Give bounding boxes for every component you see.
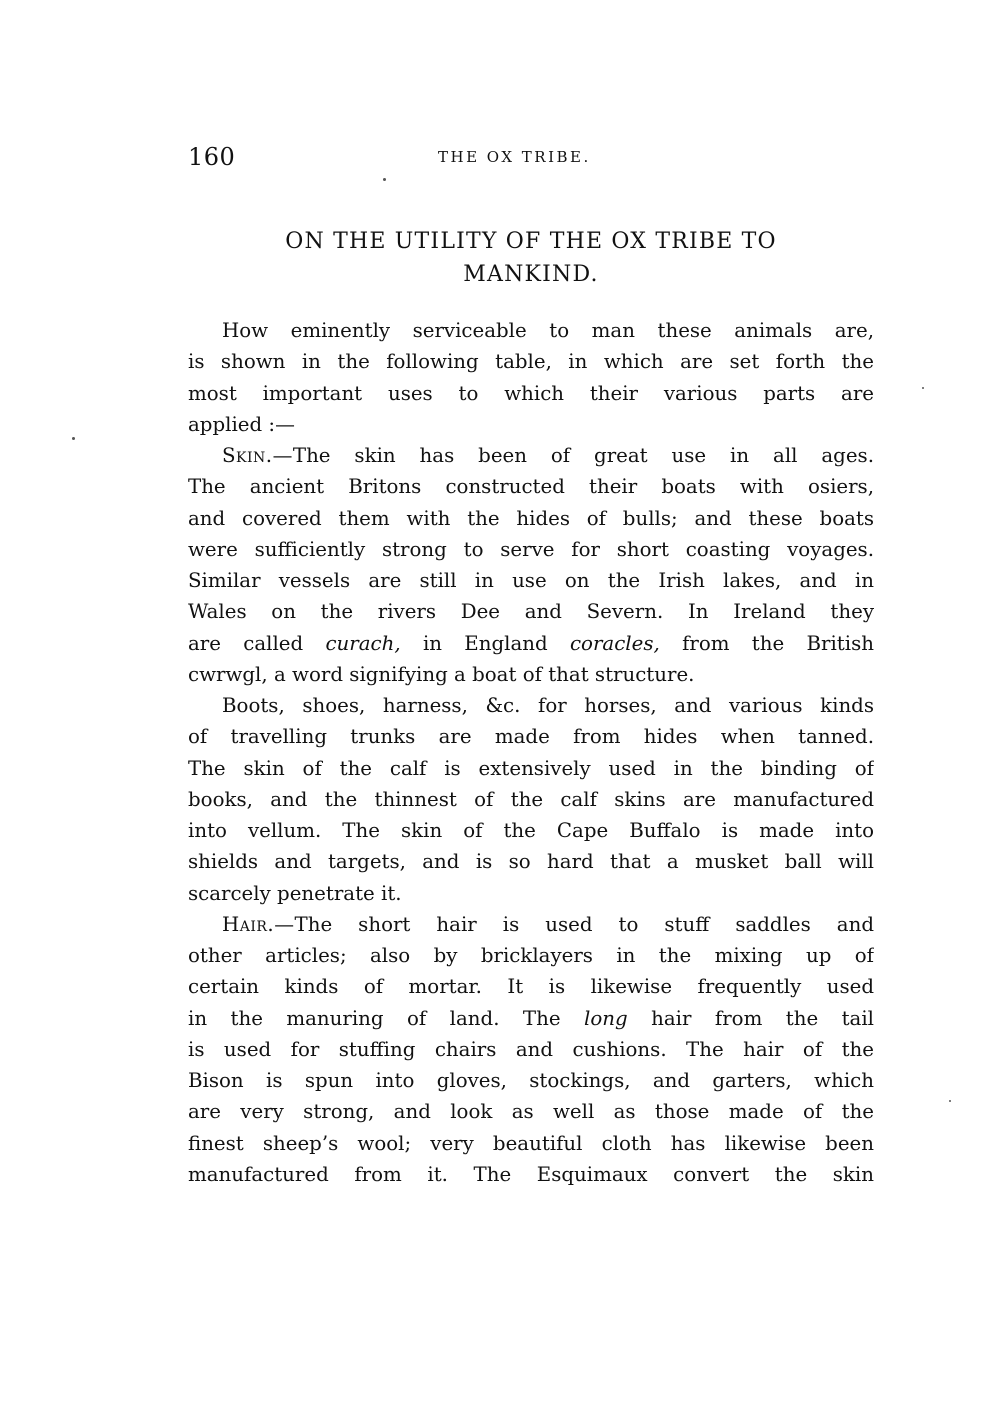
text-line: applied :—	[188, 412, 295, 436]
scan-speck	[72, 437, 75, 440]
text-line: finest sheep’s wool; very beautiful cloth has likewise been	[188, 1131, 874, 1155]
text-line: scarcely penetrate it.	[188, 881, 402, 905]
body-text	[188, 315, 874, 1190]
chapter-title-line-2: MANKIND.	[463, 262, 599, 287]
page-number: 160	[188, 143, 236, 171]
chapter-title-line-1: ON THE UTILITY OF THE OX TRIBE TO	[285, 229, 777, 254]
text-line	[188, 628, 874, 659]
running-head: THE OX TRIBE.	[438, 148, 591, 166]
scan-speck	[922, 387, 924, 389]
text-line: manufactured from it. The Esquimaux convert the skin	[188, 1162, 874, 1186]
text-line: books, and the thinnest of the calf skins are manufactured	[188, 787, 874, 811]
text-fragment: from the British	[682, 631, 874, 655]
italic-term: curach,	[325, 631, 401, 655]
text-line	[188, 909, 874, 940]
page-header	[188, 143, 874, 173]
text-line	[188, 1003, 874, 1034]
text-line: other articles; also by bricklayers in the mixing up of	[188, 944, 874, 967]
scan-speck	[949, 1100, 951, 1102]
text-line: How eminently serviceable to man these animals are,	[222, 319, 874, 342]
text-line: Boots, shoes, harness, &c. for horses, and various kinds	[222, 694, 874, 717]
run-in-heading-skin: Skin.—	[222, 444, 293, 467]
text-fragment: The short hair is used to stuff saddles and	[294, 912, 874, 936]
chapter-title	[188, 225, 874, 291]
text-line: The ancient Britons constructed their boats with osiers,	[188, 475, 874, 499]
text-line: were sufficiently strong to serve for short coasting voyages.	[188, 537, 874, 561]
text-line: is used for stuffing chairs and cushions. The hair of the	[188, 1037, 874, 1061]
text-line: The skin of the calf is extensively used in the binding of	[188, 756, 874, 780]
text-fragment: hair from the tail	[651, 1006, 874, 1030]
text-fragment: in England	[422, 631, 548, 655]
text-line: shields and targets, and is so hard that a musket ball will	[188, 850, 874, 874]
text-line: Similar vessels are still in use on the Irish lakes, and in	[188, 569, 874, 592]
text-fragment: are called	[188, 631, 304, 655]
text-line: and covered them with the hides of bulls; and these boats	[188, 506, 874, 530]
text-line: cwrwgl, a word signifying a boat of that structure.	[188, 662, 695, 686]
text-line: certain kinds of mortar. It is likewise frequently used	[188, 975, 874, 999]
text-line: into vellum. The skin of the Cape Buffalo is made into	[188, 819, 874, 842]
text-line: Bison is spun into gloves, stockings, and garters, which	[188, 1069, 874, 1092]
run-in-heading-hair: Hair.—	[222, 912, 295, 936]
scan-speck	[383, 178, 386, 181]
italic-term: long	[584, 1006, 628, 1030]
text-line: of travelling trunks are made from hides when tanned.	[188, 725, 874, 749]
text-line: Wales on the rivers Dee and Severn. In Ireland they	[188, 600, 874, 624]
text-fragment: The skin has been of great use in all ages.	[292, 444, 874, 467]
italic-term: coracles,	[569, 631, 660, 655]
text-line: is shown in the following table, in which are set forth the	[188, 350, 874, 374]
text-line	[188, 440, 874, 471]
text-line: most important uses to which their various parts are	[188, 381, 874, 405]
text-line: are very strong, and look as well as those made of the	[188, 1100, 874, 1124]
text-fragment: in the manuring of land. The	[188, 1006, 561, 1030]
